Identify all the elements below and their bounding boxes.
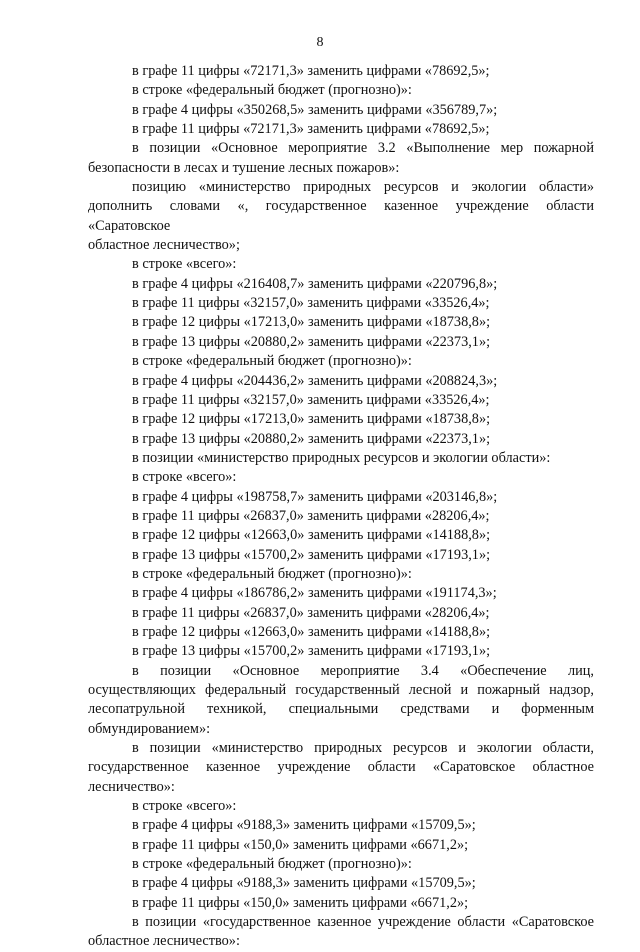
text-line: обмундированием»: [88, 720, 211, 737]
text-line: в позиции «Основное мероприятие 3.4 «Обеспечение лиц, [132, 662, 594, 679]
text-line: в графе 4 цифры «186786,2» заменить цифрами «191174,3»; [132, 585, 497, 602]
text-line: лесничество»: [88, 778, 175, 795]
text-line: осуществляющих федеральный государственный лесной и пожарный надзор, [88, 682, 594, 698]
text-line: областное лесничество»; [88, 237, 240, 254]
text-line: лесопатрульной техникой, специальными средствами и форменным [88, 701, 594, 718]
text-line: позицию «министерство природных ресурсов и экологии области» [132, 179, 594, 196]
text-line: в позиции «Основное мероприятие 3.2 «Выполнение мер пожарной [132, 140, 594, 157]
text-line: безопасности в лесах и тушение лесных пожаров»: [88, 159, 400, 176]
text-line: в позиции «министерство природных ресурсов и экологии области»: [132, 449, 551, 466]
text-line: в графе 11 цифры «32157,0» заменить цифрами «33526,4»; [132, 295, 490, 312]
text-line: в графе 4 цифры «216408,7» заменить цифрами «220796,8»; [132, 275, 498, 292]
text-line: в графе 12 цифры «17213,0» заменить цифрами «18738,8»; [132, 411, 491, 428]
text-line: в графе 4 цифры «9188,3» заменить цифрами «15709,5»; [132, 817, 476, 834]
page-number: 8 [316, 35, 324, 50]
text-line: в графе 4 цифры «198758,7» заменить цифрами «203146,8»; [132, 488, 498, 505]
text-line: в графе 11 цифры «26837,0» заменить цифрами «28206,4»; [132, 507, 490, 524]
text-line: в строке «федеральный бюджет (прогнозно)»: [132, 82, 412, 99]
document-body [88, 62, 594, 952]
text-line: в графе 4 цифры «9188,3» заменить цифрами «15709,5»; [132, 875, 476, 892]
text-line: в графе 4 цифры «204436,2» заменить цифрами «208824,3»; [132, 372, 498, 389]
text-line: в графе 11 цифры «26837,0» заменить цифрами «28206,4»; [132, 604, 490, 621]
text-line: в графе 13 цифры «15700,2» заменить цифрами «17193,1»; [132, 643, 491, 660]
text-line: в графе 11 цифры «72171,3» заменить цифрами «78692,5»; [132, 63, 490, 79]
text-line: в графе 12 цифры «12663,0» заменить цифрами «14188,8»; [132, 527, 491, 544]
text-line: в графе 13 цифры «20880,2» заменить цифрами «22373,1»; [132, 333, 491, 350]
text-line: в строке «всего»: [132, 798, 237, 815]
text-line: в графе 12 цифры «12663,0» заменить цифрами «14188,8»; [132, 623, 491, 640]
text-line: в строке «федеральный бюджет (прогнозно)»: [132, 353, 412, 370]
text-line: в строке «всего»: [132, 469, 237, 486]
text-line: в графе 13 цифры «15700,2» заменить цифрами «17193,1»; [132, 546, 491, 563]
text-line: государственное казенное учреждение области «Саратовское областное [88, 759, 594, 776]
text-line: в графе 11 цифры «150,0» заменить цифрами «6671,2»; [132, 836, 469, 853]
text-line: в графе 11 цифры «32157,0» заменить цифрами «33526,4»; [132, 391, 490, 408]
text-line: областное лесничество»: [88, 933, 240, 950]
text-line: в графе 4 цифры «350268,5» заменить цифрами «356789,7»; [132, 101, 498, 118]
text-line: в графе 11 цифры «72171,3» заменить цифрами «78692,5»; [132, 121, 490, 138]
text-line: в строке «федеральный бюджет (прогнозно)»: [132, 565, 412, 582]
text-line: в строке «всего»: [132, 256, 237, 273]
text-line: дополнить словами «, государственное казенное учреждение области «Саратовское [88, 198, 594, 234]
text-line: в графе 12 цифры «17213,0» заменить цифрами «18738,8»; [132, 314, 491, 331]
text-line: в графе 11 цифры «150,0» заменить цифрами «6671,2»; [132, 894, 469, 911]
text-line: в позиции «министерство природных ресурсов и экологии области, [132, 740, 594, 757]
text-line: в графе 13 цифры «20880,2» заменить цифрами «22373,1»; [132, 430, 491, 447]
text-line: в позиции «государственное казенное учреждение области «Саратовское [132, 914, 594, 931]
text-line: в строке «федеральный бюджет (прогнозно)»: [132, 856, 412, 873]
